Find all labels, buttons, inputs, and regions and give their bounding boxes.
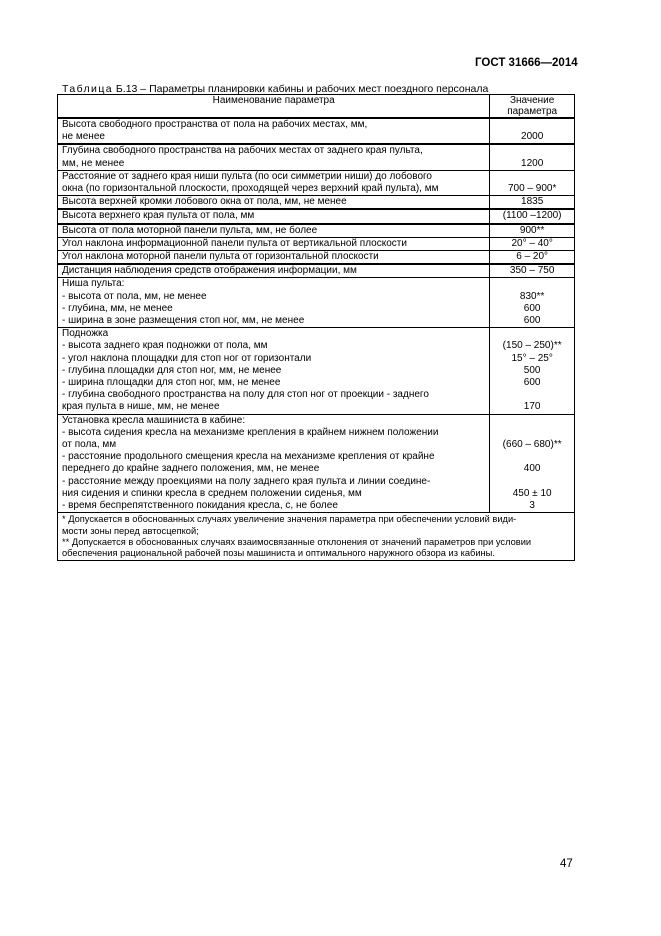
parameter-value-line: 170 bbox=[523, 401, 541, 413]
header-name-cell: Наименование параметра bbox=[58, 95, 490, 119]
parameter-name-line: переднего до крайне заднего положения, мм, не менее bbox=[62, 463, 320, 475]
parameter-value-cell bbox=[490, 144, 575, 170]
parameter-value-line: 1835 bbox=[521, 196, 544, 208]
parameter-name-line: Подножка bbox=[62, 328, 109, 340]
parameter-value-cell bbox=[490, 264, 575, 278]
footnote-line: * Допускается в обоснованных случаях увеличение значения параметра при обеспечении условий види- bbox=[62, 514, 517, 525]
header-value-cell bbox=[490, 95, 575, 119]
parameter-name-line: - глубина, мм, не менее bbox=[62, 302, 173, 314]
page-number: 47 bbox=[560, 858, 573, 870]
parameter-value-cell bbox=[490, 414, 575, 513]
parameter-name-line: Угол наклона моторной панели пульта от горизонтальной плоскости bbox=[62, 251, 379, 263]
parameter-name-line: - высота заднего края подножки от пола, мм bbox=[62, 340, 268, 352]
parameter-name-line: Ниша пульта: bbox=[62, 278, 125, 290]
footnote-line: мости зоны перед автосцепкой; bbox=[62, 525, 199, 536]
parameter-name-line: Угол наклона информационной панели пульта от вертикальной плоскости bbox=[62, 237, 407, 249]
parameter-value-line: (150 – 250)** bbox=[502, 340, 562, 352]
parameter-value-line: 600 bbox=[523, 302, 541, 314]
parameter-name-line: - угол наклона площадки для стоп ног от горизонтали bbox=[62, 352, 312, 364]
parameter-value-line: 1200 bbox=[521, 157, 544, 169]
parameter-name-cell bbox=[58, 144, 490, 170]
parameter-name-line: - расстояние между проекциями на полу заднего края пульта и линии соедине- bbox=[62, 475, 431, 487]
parameter-value-line: 900** bbox=[519, 224, 545, 236]
table-row bbox=[58, 264, 575, 278]
parameter-value-line: (1100 –1200) bbox=[502, 210, 562, 222]
parameter-value-line: 450 ± 10 bbox=[512, 487, 552, 499]
footnote-line: ** Допускается в обоснованных случаях взаимосвязанные отклонения от значений параметров при условии bbox=[62, 536, 532, 547]
parameter-value-line: 350 – 750 bbox=[509, 265, 555, 277]
parameter-value-cell bbox=[490, 224, 575, 238]
parameter-value-line: 15° – 25° bbox=[511, 352, 553, 364]
parameter-name-line: Высота от пола моторной панели пульта, мм, не более bbox=[62, 224, 318, 236]
parameter-name-line: Высота верхнего края пульта от пола, мм bbox=[62, 210, 255, 222]
parameter-name-line: - высота от пола, мм, не менее bbox=[62, 290, 207, 302]
parameter-value-line bbox=[492, 389, 572, 401]
parameter-value-line: 600 bbox=[523, 377, 541, 389]
parameter-name-line: окна (по горизонтальной плоскости, проходящей через верхний край пульта), мм bbox=[62, 183, 439, 195]
parameter-value-cell bbox=[490, 328, 575, 414]
table-caption-label: Таблица bbox=[62, 83, 113, 95]
parameter-name-line: Глубина свободного пространства на рабочих местах от заднего края пульта, bbox=[62, 145, 423, 157]
parameter-name-line: - время беспрепятственного покидания кресла, с, не более bbox=[62, 500, 338, 512]
table-header-row bbox=[58, 95, 575, 119]
parameter-value-cell bbox=[490, 278, 575, 328]
table-body bbox=[58, 118, 575, 561]
parameter-name-cell bbox=[58, 251, 490, 265]
parameter-value-line: 2000 bbox=[521, 131, 544, 143]
table-row bbox=[58, 118, 575, 144]
parameter-name-cell bbox=[58, 264, 490, 278]
parameter-value-line: 830** bbox=[519, 290, 545, 302]
parameter-name-cell bbox=[58, 118, 490, 144]
parameter-name-cell bbox=[58, 209, 490, 223]
parameter-name-line: ния сидения и спинки кресла в среднем положении сиденья, мм bbox=[62, 487, 362, 499]
parameters-table bbox=[57, 94, 575, 561]
parameter-name-line: Высота свободного пространства от пола на рабочих местах, мм, bbox=[62, 119, 368, 130]
table-row bbox=[58, 144, 575, 170]
parameter-value-cell bbox=[490, 251, 575, 265]
parameter-name-cell bbox=[58, 196, 490, 210]
table-row bbox=[58, 237, 575, 250]
parameter-name-line: от пола, мм bbox=[62, 439, 117, 451]
parameter-value-line: 20° – 40° bbox=[511, 237, 553, 249]
table-row bbox=[58, 224, 575, 238]
table-row bbox=[58, 209, 575, 223]
parameter-value-line: (660 – 680)** bbox=[502, 439, 562, 451]
parameter-value-cell bbox=[490, 209, 575, 223]
parameter-value-line: 600 bbox=[523, 315, 541, 327]
parameter-name-cell bbox=[58, 414, 490, 513]
standard-number: ГОСТ 31666—2014 bbox=[475, 57, 578, 69]
parameter-name-line: - расстояние продольного смещения кресла на механизме крепления от крайне bbox=[62, 451, 435, 463]
table-row bbox=[58, 251, 575, 265]
parameter-name-line: - глубина свободного пространства на полу для стоп ног от проекции - заднего bbox=[62, 389, 429, 401]
parameter-value-cell bbox=[490, 170, 575, 195]
parameter-name-line: Установка кресла машиниста в кабине: bbox=[62, 414, 246, 426]
parameter-name-line: - высота сидения кресла на механизме крепления в крайнем нижнем положении bbox=[62, 426, 439, 438]
table-notes-row bbox=[58, 513, 575, 561]
table-row bbox=[58, 278, 575, 328]
header-value-line: Значение bbox=[509, 95, 555, 106]
parameter-name-line: Высота верхней кромки лобового окна от пола, мм, не менее bbox=[62, 196, 347, 208]
parameter-name-line: - глубина площадки для стоп ног, мм, не менее bbox=[62, 364, 282, 376]
parameter-value-line bbox=[492, 451, 572, 463]
parameter-value-line bbox=[492, 476, 572, 488]
footnote-line: обеспечения рациональной рабочей позы машиниста и оптимального наружного обзора из кабины. bbox=[62, 548, 495, 559]
parameter-value-line: 400 bbox=[523, 463, 541, 475]
parameter-name-line: - ширина площадки для стоп ног, мм, не менее bbox=[62, 377, 281, 389]
table-row bbox=[58, 328, 575, 414]
table-row bbox=[58, 414, 575, 513]
parameter-name-cell bbox=[58, 328, 490, 414]
parameter-value-cell bbox=[490, 237, 575, 250]
parameter-name-line: не менее bbox=[62, 131, 105, 143]
table-row bbox=[58, 196, 575, 210]
parameter-name-cell bbox=[58, 170, 490, 195]
table-row bbox=[58, 170, 575, 195]
parameter-value-cell bbox=[490, 118, 575, 144]
parameter-name-line: мм, не менее bbox=[62, 157, 125, 169]
parameter-name-cell bbox=[58, 278, 490, 328]
header-value-line: параметра bbox=[507, 106, 558, 117]
table-notes bbox=[58, 513, 575, 561]
parameter-value-line: 6 – 20° bbox=[516, 251, 549, 263]
parameter-name-line: края пульта в нише, мм, не менее bbox=[62, 401, 220, 413]
table-caption-title: Б.13 – Параметры планировки кабины и рабочих мест поездного персонала bbox=[112, 83, 489, 95]
parameter-name-cell bbox=[58, 237, 490, 250]
parameter-name-line: Дистанция наблюдения средств отображения информации, мм bbox=[62, 265, 357, 277]
parameter-name-line: - ширина в зоне размещения стоп ног, мм, не менее bbox=[62, 315, 305, 327]
parameter-value-line: 3 bbox=[529, 500, 535, 512]
parameter-name-cell bbox=[58, 224, 490, 238]
parameter-name-line: Расстояние от заднего края ниши пульта (по оси симметрии ниши) до лобового bbox=[62, 170, 432, 182]
parameter-value-cell bbox=[490, 196, 575, 210]
parameter-value-line: 700 – 900* bbox=[507, 183, 557, 195]
parameter-value-line: 500 bbox=[523, 364, 541, 376]
